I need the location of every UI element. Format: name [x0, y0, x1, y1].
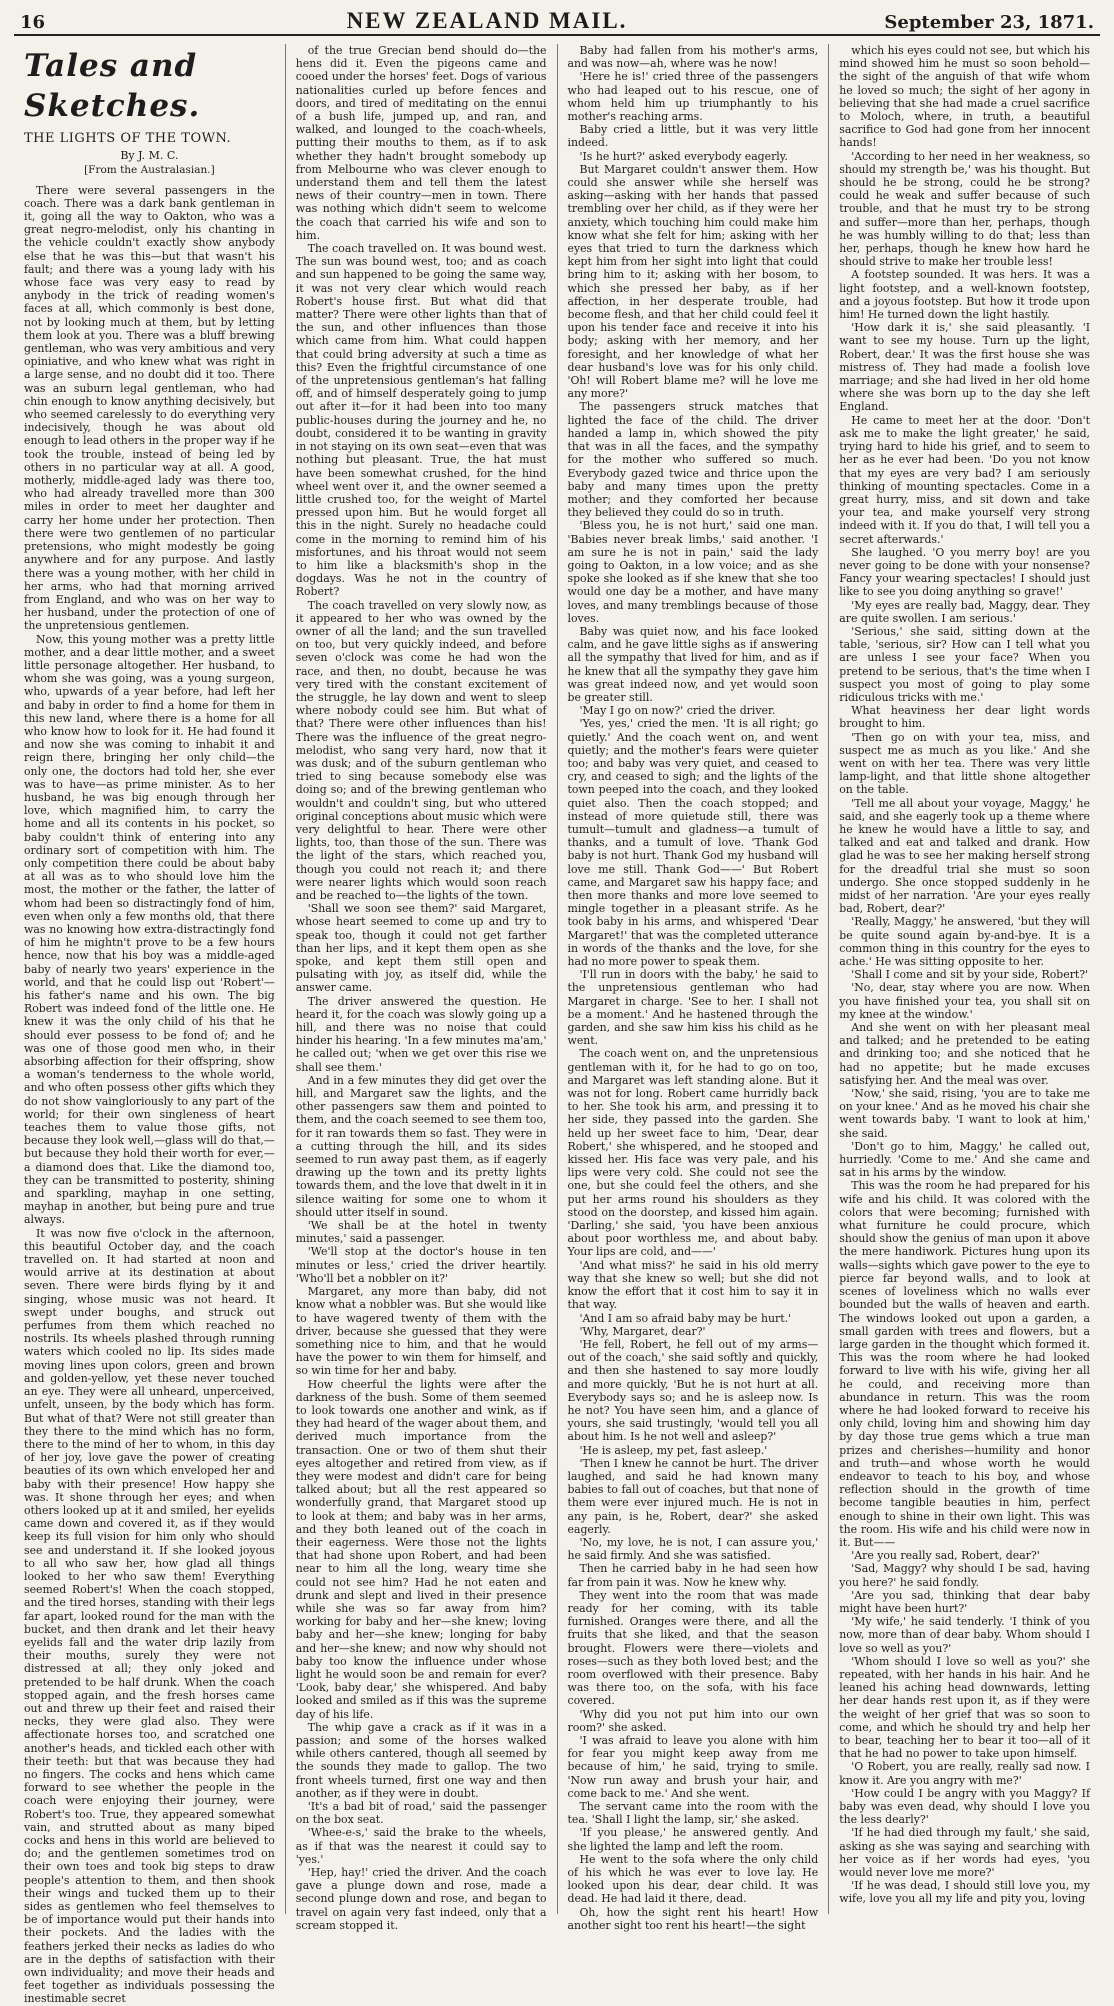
paragraph: The coach travelled on very slowly now, as it appeared to her who was owned by the owner of all the land; and the sun travelled on too, but very quickly indeed, and before seven o'clock was come he had won the race, and then, no doubt, because he was very tired with the constant excitement of the struggle, he lay down and went to sleep where nobody could see him. But what of that? There were other influences than his! There was the influence of the great negro-melodist, who sang very hard, now that it was dusk; and of the suburn gentleman who tried to sing because somebody else was doing so; and of the brewing gentleman who wouldn't and couldn't sing, but who uttered original conceptions about music which were very delightful to hear. There were other lights, too, than those of the sun. There was the light of the stars, which reached you, though you could not reach it; and there were nearer lights which would soon reach and be reached to—the lights of the town. — [295, 598, 547, 902]
paragraph: 'I'll run in doors with the baby,' he said to the unpretensious gentleman who had Margaret in charge. 'See to her. I shall not be a moment.' And he hastened through the garden, and she saw him kiss his child as he went. — [567, 968, 819, 1048]
paragraph: 'If he was dead, I should still love you, my wife, love you all my life and pity you, loving — [839, 1879, 1090, 1906]
paragraph: 'If he had died through my fault,' she said, asking as she was saying and searching with her voice as if her words had eyes, 'you would never love me more?' — [839, 1826, 1090, 1880]
paragraph: 'Serious,' she said, sitting down at the table, 'serious, sir? How can I tell what you are unless I see your face? When you pretend to be serious, that's the time when I suspect you most of going to play some ridiculous tricks with me.' — [839, 624, 1090, 704]
paragraph: There were several passengers in the coach. There was a dark bank gentleman in it, going all the way to Oakton, who was a great negro-melodist, only his chanting in the vehicle couldn't exactly show anybody else that he was this—but that wasn't his fault; and there was a young lady with his whose face was very easy to read by anybody in the trick of reading women's faces at all, which commonly is best done, not by looking much at them, but by letting them look at you. There was a bluff brewing gentleman, who was very ambitious and very opiniative, and who knew what was right in a large sense, and no doubt did it too. There was an suburn legal gentleman, who had chin enough to know anything decisively, but who seemed carelessly to do everything very indecisively, though he was about old enough to lead others in the proper way if he took the trouble, instead of being led by others in no particular way at all. A good, motherly, middle-aged lady was there too, who had already travelled more than 300 miles in order to meet her daughter and carry her home under her protection. Then there were two gentlemen of no particular pretensions, who might modestly be going anywhere and for any purpose. And lastly there was a young mother, with her child in her arms, who had that morning arrived from England, and who was on her way to her husband, under the protection of one of the unpretensious gentlemen. — [24, 183, 275, 633]
paragraph: 'Why, Margaret, dear?' — [579, 1324, 706, 1338]
paragraph: What heaviness her dear light words brought to him. — [839, 704, 1090, 731]
paragraph: He came to meet her at the door. 'Don't ask me to make the light greater,' he said, trying hard to hide his grief, and to seem to her as he ever had been. 'Do you not know that my eyes are very bad? I am seriously thinking of mounting spectacles. Come in a great hurry, miss, and sit down and take your tea, and make yourself very strong indeed with it. If you do that, I will tell you a secret afterwards.' — [839, 413, 1090, 546]
paragraph: 'No, dear, stay where you are now. When you have finished your tea, you shall sit on my knee at the window.' — [839, 981, 1090, 1021]
paragraph: 'Really, Maggy,' he answered, 'but they will be quite sound again by-and-bye. It is a common thing in this country for the eyes to ache.' He was sitting opposite to her. — [839, 915, 1090, 969]
paper-title: NEW ZEALAND MAIL. — [346, 8, 628, 33]
paragraph: 'Don't go to him, Maggy,' he called out, hurriedly. 'Come to me.' And she came and sat in his arms by the window. — [839, 1139, 1090, 1180]
paragraph: Now, this young mother was a pretty little mother, and a dear little mother, and a sweet little personage altogether. Her husband, to whom she was going, was a young surgeon, who, upwards of a year before, had left her and baby in order to find a home for them in this new land, where there is a home for all who know how to look for it. He had found it and now she was coming to inhabit it and reign there, bringing her only child—the only one, the doctors had told her, she ever was to have—as prime minister. As to her husband, he was big enough through her love, which magnified him, to carry the home and all its contents in his pocket, so baby couldn't think of entering into any ordinary sort of competition with him. The only competition there could be about baby at all was as to who should love him the most, the mother or the father, the latter of whom had been so distractingly fond of him, even when only a few months old, that there was no knowing how extra-distractingly fond of him he mightn't prove to be a few hours hence, now that his boy was a middle-aged baby of nearly two years' experience in the world, and that he could lisp out 'Robert'—his father's name and his own. The big Robert was indeed fond of the little one. He knew it was the only child of his that he should ever possess to be fond of; and he was one of those good men who, in their absorbing affection for their offspring, show a woman's tenderness to the whole world, and who often possess other gifts which they do not show vaingloriously to any part of the world; for their own singleness of heart teaches them to value those gifts, not because they look well,—glass will do that,—but because they hold their worth for ever,—a diamond does that. Like the diamond too, they can be transmitted to posterity, shining and sparkling, mayhap in one setting, mayhap in another, but being pure and true always. — [24, 632, 275, 1227]
paragraph: 'We'll stop at the doctor's house in ten minutes or less,' cried the driver heartily. 'Who'll bet a nobbler on it?' — [295, 1245, 547, 1285]
paragraph: Baby had fallen from his mother's arms, and was now—ah, where was he now! — [567, 44, 819, 71]
paragraph: 'No, my love, he is not, I can assure you,' he said firmly. And she was satisfied. — [567, 1535, 819, 1563]
paragraph: 'My eyes are really bad, Maggy, dear. They are quite swollen. I am serious.' — [839, 598, 1090, 625]
paragraph: And in a few minutes they did get over the hill, and Margaret saw the lights, and the other passengers saw them and pointed to them, and the coach seemed to see them too, for it ran towards them so fast. They were in a cutting through the hill, and its sides seemed to run away past them, as if eagerly drawing up the town and its pretty lights towards them, and the love that dwelt in it in silence waiting for some one to whom it should utter itself in sound. — [295, 1073, 547, 1219]
paragraph: 'Are you sad, thinking that dear baby might have been hurt?' — [839, 1588, 1090, 1615]
paragraph: of the true Grecian bend should do—the hens did it. Even the pigeons came and cooed under the horses' feet. Dogs of various nationalities curled up before fences and doors, and tired of meditating on the ennui of a bush life, jumped up, and ran, and walked, and lounged to the coach-wheels, putting their mouths to them, as if to ask whether they hadn't brought somebody up from Melbourne who was clever enough to understand them and tell them the latest news of their country—men in town. There was nothing which didn't seem to welcome the coach that carried his wife and son to him. — [295, 44, 547, 242]
paragraph: 'Shall we soon see them?' said Margaret, whose heart seemed to come up and try to speak too, though it could not get farther than her lips, and it kept them open as she spoke, and kept them still open and pulsating with joy, as itself did, while the answer came. — [295, 902, 547, 995]
paragraph: 'Shall I come and sit by your side, Robert?' — [851, 968, 1089, 982]
paragraph: They went into the room that was made ready for her coming, with its table furnished. Oranges were there, and all the fruits that she liked, and that the season brought. Flowers were there—violets and roses—such as they both loved best; and the room overflowed with their presence. Baby was there too, on the sofa, with his face covered. — [567, 1588, 819, 1708]
page-number: 16 — [20, 12, 46, 33]
paragraph: The passengers struck matches that lighted the face of the child. The driver handed a lamp in, which showed the pity that was in all the faces, and the sympathy for the mother who suffered so much. Everybody gazed twice and thrice upon the baby and many times upon the pretty mother; and they comforted her because they believed they could do so in truth. — [567, 400, 819, 520]
paragraph: Baby was quiet now, and his face looked calm, and he gave little sighs as if answering all the sympathy that lived for him, and as if he knew that all the sympathy they gave him was great indeed now, and yet would soon be greater still. — [567, 624, 819, 704]
paragraph: 'Whee-e-s,' said the brake to the wheels, as if that was the nearest it could say to 'yes.' — [295, 1826, 547, 1866]
paragraph: 'May I go on now?' cried the driver. — [579, 704, 776, 718]
paragraph: 'We shall be at the hotel in twenty minutes,' said a passenger. — [295, 1219, 547, 1246]
column-4 — [829, 44, 1100, 1914]
paragraph: Margaret, any more than baby, did not know what a nobbler was. But she would like to have wagered twenty of them with the driver, because she guessed that they were something nice to him, and that he would have the power to win them for himself, and so win time for her and baby. — [295, 1285, 547, 1378]
issue-date: September 23, 1871. — [884, 12, 1094, 33]
paragraph: 'Why did you not put him into our own room?' she asked. — [567, 1707, 819, 1734]
paragraph: 'He is asleep, my pet, fast asleep.' — [579, 1443, 768, 1457]
paragraph: He went to the sofa where the only child of his which he was ever to love lay. He looked upon his dear, dear child. It was dead. He had laid it there, dead. — [567, 1852, 819, 1906]
column-1 — [14, 44, 286, 2006]
paragraph: She laughed. 'O you merry boy! are you never going to be done with your nonsense? Fancy your wearing spectacles! I should just like to see you doing anything so grave!' — [839, 545, 1090, 599]
paragraph: 'Tell me all about your voyage, Maggy,' he said, and she eagerly took up a theme where he knew he would have a little to say, and talked and eat and talked and drank. How glad he was to see her making herself strong for the dreadful trial she must so soon undergo. She once stopped suddenly in he midst of her narration. 'Are your eyes really bad, Robert, dear?' — [839, 796, 1090, 916]
paragraph: The coach went on, and the unpretensious gentleman with it, for he had to go on too, and Margaret was left standing alone. But it was not for long. Robert came hurridly back to her. She took his arm, and pressing it to her side, they passed into the garden. She held up her sweet face to him, 'Dear, dear Robert,' she whispered, and he stooped and kissed her. His face was very pale, and his lips were very cold. She could not see the one, but she could feel the others, and she put her arms round his shoulders as they stood on the doorstep, and kissed him again. 'Darling,' she said, 'you have been anxious about poor worthless me, and about baby. Your lips are cold, and——' — [567, 1047, 819, 1259]
paragraph: 'I was afraid to leave you alone with him for fear you might keep away from me because of him,' he said, trying to smile. 'Now run away and brush your hair, and come back to me.' And she went. — [567, 1734, 819, 1800]
newspaper-page — [14, 8, 1100, 2006]
paragraph: The driver answered the question. He heard it, for the coach was slowly going up a hill, and there was no noise that could hinder his hearing. 'In a few minutes ma'am,' he called out; 'when we get over this rise we shall see them.' — [295, 994, 547, 1074]
paragraph: 'Is he hurt?' asked everybody eagerly. — [579, 149, 788, 163]
column-3 — [558, 44, 830, 1932]
paragraph: It was now five o'clock in the afternoon, this beautiful October day, and the coach travelled on. It had started at noon and would arrive at its destination at about seven. There were birds flying by it and singing, whose music was not heard. It swept under boughs, and struck out perfumes from them which reached no nostrils. Its wheels plashed through running waters which cooled no lip. Its sides made moving lines upon colors, green and brown and golden-yellow, yet these never touched an eye. They were all unheard, unperceived, unfelt, unseen, by the body which has form. But what of that? Were not still greater than they there to the mind which has no form, there to the mind of her to whom, in this day of her joy, love gave the power of creating beauties of its own which enveloped her and baby with their presence! How happy she was. It shone through her eyes; and when others looked up at it and smiled, her eyelids came down and covered it, as if they would keep its full vision for him only who should see and understand it. If she looked joyous to all who saw her, how glad all things looked to her who saw them! Everything seemed Robert's! When the coach stopped, and the tired horses, standing with their legs far apart, looked round for the man with the bucket, and then drank and let their heavy eyelids fall and the water drip lazily from their mouths, surely they were not distressed at all; they only joked and pretended to be half drunk. When the coach stopped again, and the fresh horses came out and threw up their feet and raised their necks, they were glad also. They were affectionate horses too, and scratched one another's heads, and tickled each other with their teeth: but that was because they had no fingers. The cocks and hens which came forward to see whether the people in the coach were enjoying their journey, were Robert's too. True, they appeared somewhat vain, and strutted about as many biped cocks and hens in this world are believed to do; and the gentlemen sometimes trod on their own toes and took big steps to draw people's attention to them, and then shook their wings and tucked them up to their sides as gentlemen who feel themselves to be of importance would put their hands into their pockets. And the ladies with the feathers jerked their necks as ladies do who are in the depths of satisfaction with their own individuality; and move their heads and feet together as individuals possessing the inestimable secret — [24, 1226, 275, 2006]
paragraph: But Margaret couldn't answer them. How could she answer while she herself was asking—asking with her hands that passed trembling over her child, as if they were her anxiety, which touching him could make him know what she felt for him; asking with her eyes that tried to turn the darkness which kept him from her sight into light that could bring him to it; asking with her bosom, to which she pressed her baby, as if her affection, in her desperate trouble, had become flesh, and that her child could feel it upon his tender face and receive it into his body; asking with her memory, and her foresight, and her knowledge of what her dear husband's love was for his only child. 'Oh! will Robert blame me? will he love me any more?' — [567, 162, 819, 401]
paragraph: 'How dark it is,' she said pleasantly. 'I want to see my house. Turn up the light, Robert, dear.' It was the first house she was mistress of. They had made a foolish love marriage; and she had lived in her old home where she was born up to the day she left England. — [839, 321, 1090, 414]
paragraph: 'Now,' she said, rising, 'you are to take me on your knee.' And as he moved his chair she went towards baby. 'I want to look at him,' she said. — [839, 1087, 1090, 1140]
paragraph: 'Here he is!' cried three of the passengers who had leaped out to his rescue, one of whom held him up triumphantly to his mother's reaching arms. — [567, 70, 819, 124]
paragraph: 'And I am so afraid baby may be hurt.' — [579, 1311, 792, 1325]
paragraph: 'Sad, Maggy? why should I be sad, having you here?' he said fondly. — [839, 1562, 1090, 1589]
paragraph: 'It's a bad bit of road,' said the passenger on the box seat. — [295, 1800, 547, 1827]
column-2 — [286, 44, 558, 1932]
paragraph: Baby cried a little, but it was very little indeed. — [567, 123, 819, 150]
paragraph: which his eyes could not see, but which his mind showed him he must so soon behold—the sight of the anguish of that wife whom he loved so much; the sight of her agony in believing that she had made a cruel sacrifice to Moloch, where, in truth, a beautiful sacrifice to God had gone from her innocent hands! — [839, 44, 1090, 150]
columns — [14, 44, 1100, 2006]
byline: By J. M. C. — [120, 149, 179, 163]
paragraph: 'And what miss?' he said in his old merry way that she knew so well; but she did not know the effort that it cost him to say it in that way. — [567, 1258, 819, 1312]
paragraph: 'Yes, yes,' cried the men. 'It is all right; go quietly.' And the coach went on, and went quietly; and the mother's fears were quieter too; and baby was very quiet, and ceased to cry, and ceased to sigh; and the lights of the town peeped into the coach, and they looked quiet also. Then the coach stopped; and instead of more quietude still, there was tumult—tumult and gladness—a tumult of thanks, and a tumult of love. 'Thank God baby is not hurt. Thank God my husband will love me still. Thank God——' But Robert came, and Margaret saw his happy face; and then more thanks and more love seemed to mingle together in a pleasant strife. As he took baby in his arms, and whispered 'Dear Margaret!' that was the completed utterance in words of the thanks and the love, for she had no more power to speak them. — [567, 717, 819, 969]
paragraph: 'Then go on with your tea, miss, and suspect me as much as you like.' And she went on with her tea. There was very little lamp-light, and that little shone altogether on the table. — [839, 730, 1090, 797]
paragraph: How cheerful the lights were after the darkness of the bush. Some of them seemed to look towards one another and wink, as if they had heard of the wager about them, and derived much importance from the transaction. One or two of them shut their eyes altogether and retired from view, as if they were modest and didn't care for being talked about; but all the rest appeared so wonderfully grand, that Margaret stood up to look at them; and baby was in her arms, and they both leaned out of the coach in their eagerness. Were those not the lights that had shone upon Robert, and had been near to him all the long, weary time she could not see him? Had he not eaten and drunk and slept and lived in their presence while she was so far away from him? working for baby and her—she knew; loving baby and her—she knew; longing for baby and her—she knew; and now why should not baby too know the influence under whose light he would soon be and remain for ever? 'Look, baby dear,' she whispered. And baby looked and smiled as if this was the supreme day of his life. — [295, 1377, 547, 1721]
paragraph: The servant came into the room with the tea. 'Shall I light the lamp, sir,' she asked. — [567, 1800, 819, 1827]
paragraph: 'Are you really sad, Robert, dear?' — [851, 1549, 1040, 1563]
masthead — [14, 8, 1100, 36]
paragraph: This was the room he had prepared for his wife and his child. It was colored with the colors that were becoming; furnished with what furniture he could procure, which should show the genius of man upon it above the mere handiwork. Pictures hung upon its walls—sights which gave power to the eye to pierce far beyond walls, and to look at scenes of loveliness which no walls ever bounded but the walls of heaven and earth. The windows looked out upon a garden, a small garden with trees and flowers, but a large garden in the thought which formed it. This was the room where he had looked forward to live with his wife, giving her all he could, and receiving more than abundance in return. This was the room where he had looked forward to receive his only child, loving him and showing him day by day those true gems which a true man prizes and cherishes—humility and honor and truth—and whose worth he would endeavor to teach to his boy, and whose reflection should in the growth of time become tangible beauties in him, perfect enough to shine in their own light. This was the room. His wife and his child were now in it. But—— — [839, 1179, 1090, 1549]
story-title: THE LIGHTS OF THE TOWN. — [24, 131, 232, 146]
paragraph: Then he carried baby in he had seen how far from pain it was. Now he knew why. — [567, 1562, 819, 1589]
paragraph: 'Hep, hay!' cried the driver. And the coach gave a plunge down and rose, made a second plunge down and rose, and began to travel on again very fast indeed, only that a scream stopped it. — [295, 1866, 547, 1932]
paragraph: And she went on with her pleasant meal and talked; and he pretended to be eating and drinking too; and she noticed that he had no appetite; but he made excuses satisfying her. And the meal was over. — [839, 1021, 1090, 1087]
paragraph: The whip gave a crack as if it was in a passion; and some of the horses walked while others cantered, though all seemed by the sounds they made to gallop. The two front wheels turned, first one way and then another, as if they were in doubt. — [295, 1720, 547, 1800]
paragraph: 'Then I knew he cannot be hurt. The driver laughed, and said he had known many babies to fall out of coaches, but that none of them were ever injured much. He is not in any pain, is he, Robert, dear?' she asked eagerly. — [567, 1456, 819, 1536]
paragraph: 'He fell, Robert, he fell out of my arms—out of the coach,' she said softly and quickly, and then she hastened to say more loudly and more quickly, 'But he is not hurt at all. Everybody says so; and he is asleep now. Is he not? You have seen him, and a glance of yours, she said trustingly, 'would tell you all about him. Is he not well and asleep?' — [567, 1337, 819, 1444]
paragraph: The coach travelled on. It was bound west. The sun was bound west, too; and as coach and sun happened to be going the same way, it was not very clear which would reach Robert's house first. But what did that matter? There were other lights than that of the sun, and other influences than those which came from him. What could happen that could bring adversity at such a time as this? Even the frightful circumstance of one of the unpretensious gentleman's hat falling off, and of himself desperately going to jump out after it—for it had been into too many public-houses during the journey and he, no doubt, considered it to be wanting in gravity in not staying on its own seat—even that was nothing but pleasant. True, the hat must have been somewhat crushed, for the hind wheel went over it, and the owner seemed a little crushed too, for the weight of Martel pressed upon him. But he would forget all this in the night. Surely no headache could come in the morning to remind him of his misfortunes, and his throat would not seem to him like a blacksmith's shop in the dogdays. Was he not in the country of Robert? — [295, 242, 547, 599]
paragraph: 'According to her need in her weakness, so should my strength be,' was his thought. But should he be strong, could he be strong? could he weak and suffer because of such trouble, and that he must try to be strong and suffer—more than her, perhaps, though he was humbly willing to do that; less than her, perhaps, though he knew how hard he should strive to make her trouble less! — [839, 149, 1090, 269]
story-source: [From the Australasian.] — [84, 164, 215, 177]
paragraph: 'How could I be angry with you Maggy? If baby was even dead, why should I love you the less dearly?' — [839, 1786, 1090, 1827]
paragraph: 'My wife,' he said tenderly. 'I think of you now, more than of dear baby. Whom should I love so well as you?' — [839, 1615, 1090, 1655]
section-heading: Tales and Sketches. — [24, 48, 201, 124]
paragraph: 'If you please,' he answered gently. And she lighted the lamp and left the room. — [567, 1826, 819, 1853]
paragraph: 'Whom should I love so well as you?' she repeated, with her hands in his hair. And he leaned his aching head downwards, letting her dear hands rest upon it, as if they were the weight of her grief that was so soon to come, and which he should try and help her to bear, teaching her to bear it too—all of it that he had no power to take upon himself. — [839, 1654, 1090, 1761]
paragraph: 'Bless you, he is not hurt,' said one man. 'Babies never break limbs,' said another. 'I am sure he is not in pain,' said the lady going to Oakton, in a low voice; and as she spoke she looked as if she knew that she too would one day be a mother, and have many loves, and many tremblings because of those loves. — [567, 519, 819, 625]
paragraph: Oh, how the sight rent his heart! How another sight too rent his heart!—the sight — [567, 1905, 819, 1932]
paragraph: 'O Robert, you are really, really sad now. I know it. Are you angry with me?' — [839, 1760, 1090, 1787]
paragraph: A footstep sounded. It was hers. It was a light footstep, and a well-known footstep, and a joyous footstep. But how it trode upon him! He turned down the light hastily. — [839, 268, 1090, 322]
